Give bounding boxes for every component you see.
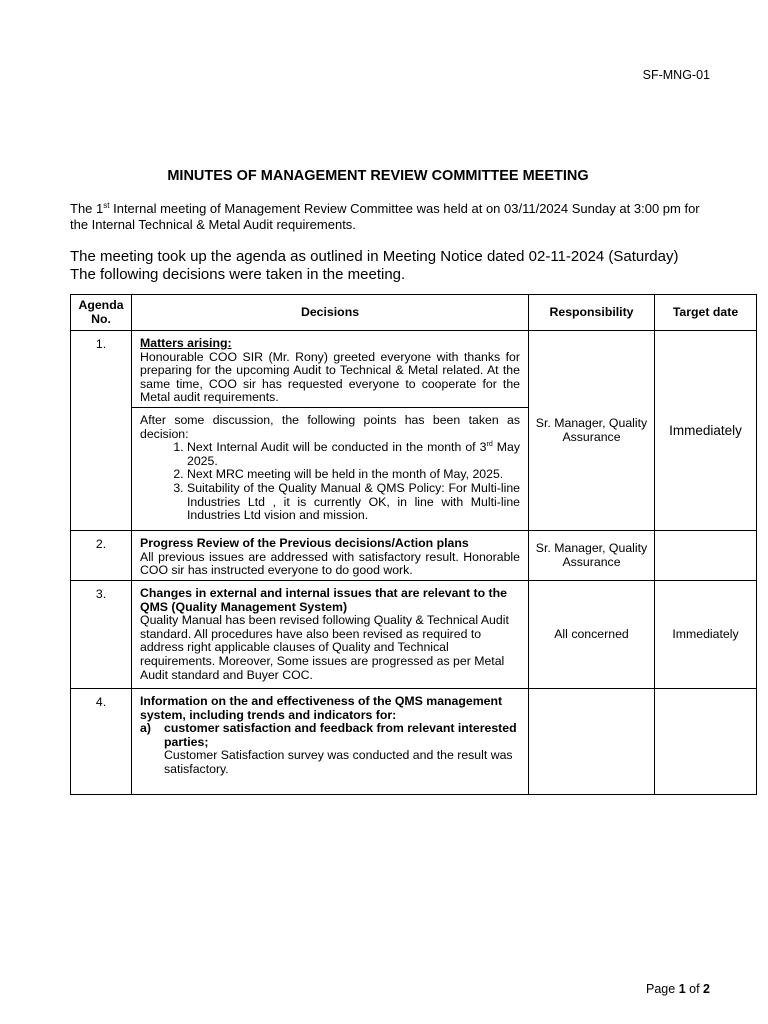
header-decisions: Decisions [132, 295, 529, 331]
decision-cell [132, 531, 529, 581]
table-header-row [71, 295, 757, 331]
sub-item-text: Customer Satisfaction survey was conducted and the result was satisfactory. [164, 748, 513, 776]
responsibility-cell: Sr. Manager, Quality Assurance [529, 531, 655, 581]
decision-text-2: After some discussion, the following points has been taken as decision: [140, 412, 520, 441]
target-date-cell [655, 531, 757, 581]
decision-heading: Matters arising: [140, 336, 232, 350]
decision-cell [132, 331, 529, 531]
header-agenda-no: Agenda No. [71, 295, 132, 331]
point-text: Next Internal Audit will be conducted in the month of 3 [187, 440, 487, 455]
minutes-table [70, 294, 757, 795]
agenda-number: 1. [71, 331, 132, 531]
intro-pre: The 1 [70, 201, 104, 216]
decision-points-list [140, 441, 520, 523]
agenda-line-1: The meeting took up the agenda as outlined in Meeting Notice dated 02-11-2024 (Saturday) [70, 248, 679, 265]
decision-text: All previous issues are addressed with satisfactory result. Honorable COO sir has instructed everyone to do good work. [140, 549, 520, 578]
decision-cell [132, 689, 529, 795]
decision-heading: Information on the and effectiveness of the QMS management system, including trends and indicators for: [140, 694, 503, 722]
list-item [187, 441, 520, 468]
list-item [187, 468, 520, 482]
decision-heading: Changes in external and internal issues that are relevant to the QMS (Quality Management System) [140, 586, 507, 614]
target-date-cell: Immediately [655, 581, 757, 689]
sub-item-label: a) [140, 721, 151, 736]
decision-cell [132, 581, 529, 689]
agenda-number: 3. [71, 581, 132, 689]
table-row [71, 331, 757, 531]
decision-text: Quality Manual has been revised following Quality & Technical Audit standard. All procedures have also been revised as required to address right applicable clauses of Quality and Technical requirements. Moreover, Some issues are progressed as per Metal Audit standard and Buyer COC. [140, 613, 509, 682]
header-target-date: Target date [655, 295, 757, 331]
intro-post: Internal meeting of Management Review Committee was held at on 03/11/2024 Sunday at 3:00 pm for the Internal Technical & Metal Audit requirements. [70, 201, 700, 232]
agenda-number: 2. [71, 531, 132, 581]
intro-paragraph [70, 201, 710, 232]
point-text-end: May 2025. [187, 440, 520, 468]
table-row [71, 531, 757, 581]
decision-heading: Progress Review of the Previous decisions/Action plans [140, 536, 469, 550]
footer-current-page: 1 [678, 982, 686, 996]
sub-item-heading: customer satisfaction and feedback from relevant interested parties; [164, 721, 517, 749]
agenda-number: 4. [71, 689, 132, 795]
agenda-paragraph [70, 248, 730, 283]
decision-text: Honourable COO SIR (Mr. Rony) greeted everyone with thanks for preparing for the upcoming Audit to Technical & Metal related. At the same time, COO sir has requested everyone to cooperate for the Metal audit requirements. [140, 349, 520, 405]
sub-item [140, 722, 520, 749]
intro-sup: st [103, 201, 110, 210]
point-text: Next MRC meeting will be held in the month of May, 2025. [187, 467, 504, 482]
responsibility-cell: All concerned [529, 581, 655, 689]
decision-part-matters [132, 331, 528, 408]
page-title: MINUTES OF MANAGEMENT REVIEW COMMITTEE MEETING [167, 168, 589, 184]
responsibility-cell: Sr. Manager, Quality Assurance [529, 331, 655, 531]
header-responsibility: Responsibility [529, 295, 655, 331]
list-item [187, 482, 520, 523]
footer-total-pages: 2 [703, 982, 710, 996]
footer-page-word: Page [646, 982, 676, 996]
target-date-cell [655, 689, 757, 795]
point-text: Suitability of the Quality Manual & QMS Policy: For Multi-line Industries Ltd , it is currently OK, in line with Multi-line Industries Ltd vision and mission. [187, 480, 520, 523]
decision-part-points [140, 408, 520, 525]
target-date-cell: Immediately [655, 331, 757, 531]
table-row [71, 689, 757, 795]
responsibility-cell [529, 689, 655, 795]
agenda-line-2: The following decisions were taken in the meeting. [70, 265, 406, 283]
page-footer [646, 982, 710, 996]
point-sup: rd [486, 441, 493, 449]
table-row [71, 581, 757, 689]
footer-of-word: of [689, 982, 700, 996]
document-code: SF-MNG-01 [642, 68, 710, 82]
